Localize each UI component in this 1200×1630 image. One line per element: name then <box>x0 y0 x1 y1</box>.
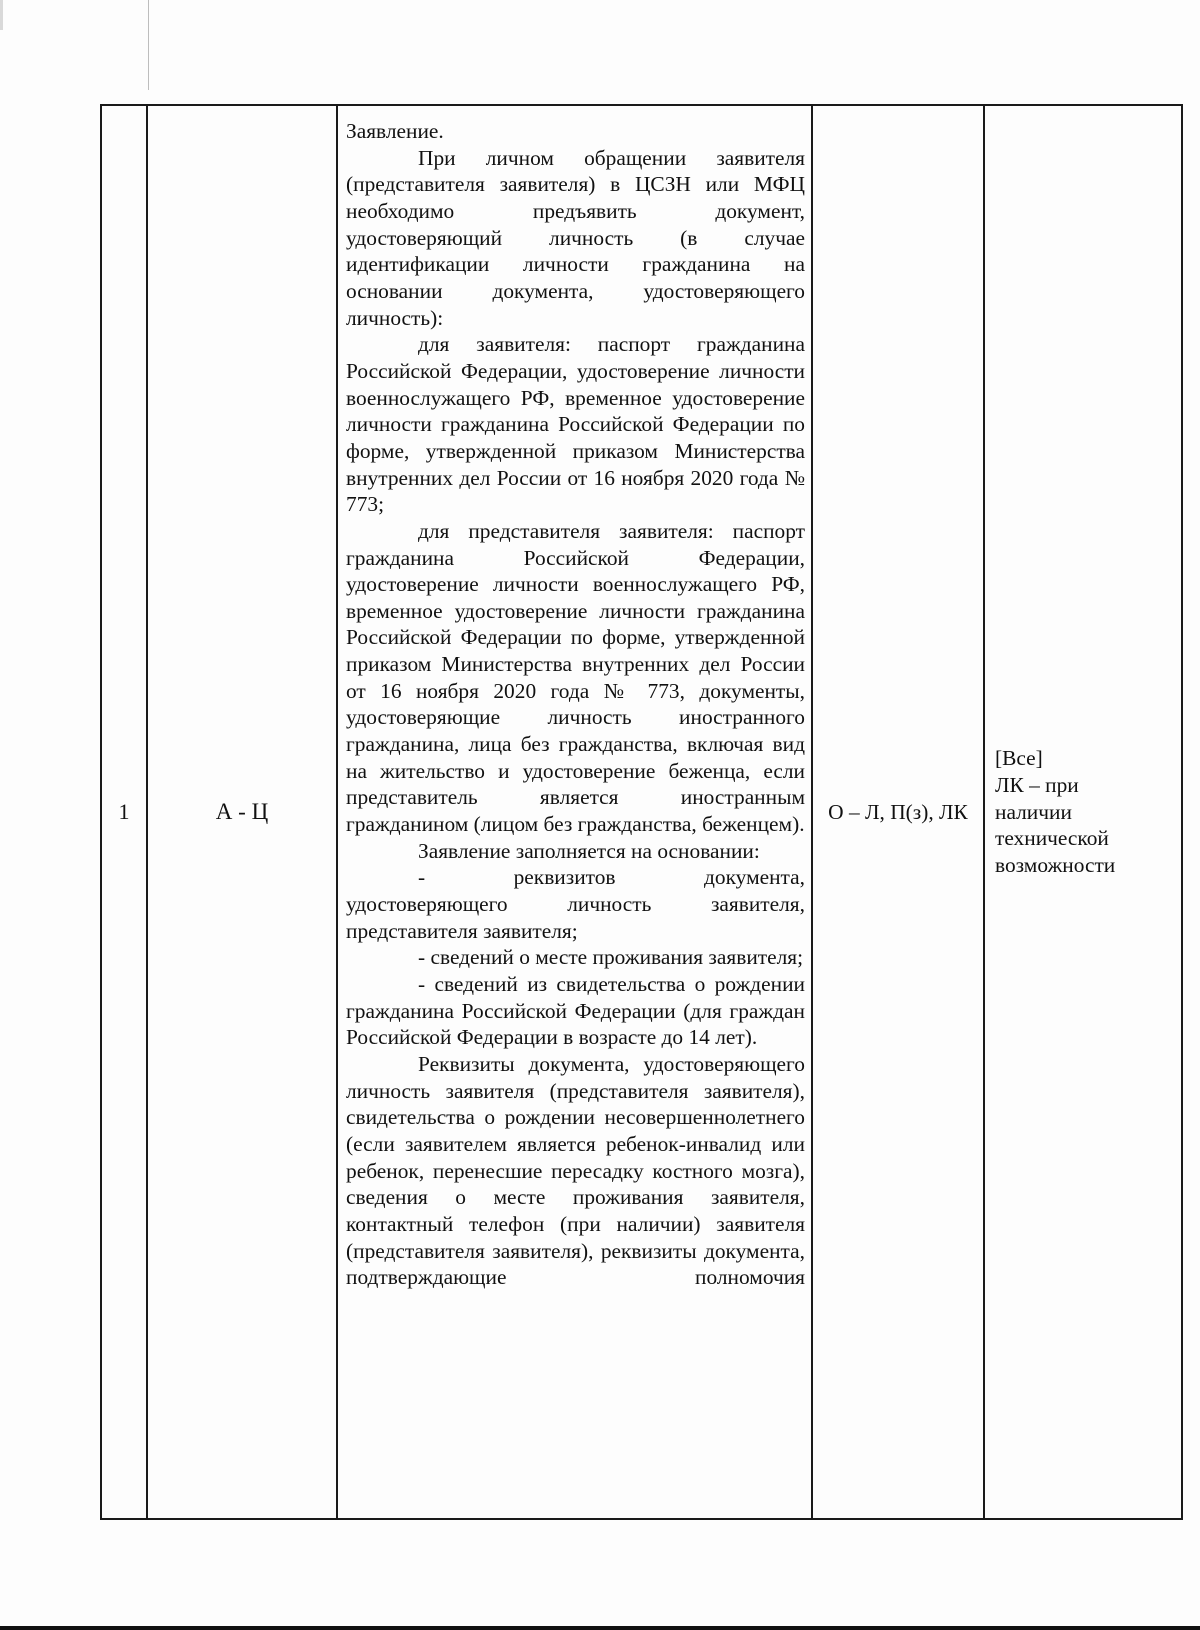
notes-line: возможности <box>995 852 1116 877</box>
notes-line: технической <box>995 826 1109 851</box>
requirements-paragraph: Реквизиты документа, удостоверяющего личность заявителя (представителя заявителя), свидетельства о рождении несовершеннолетнего (если заявителем является ребенок-инвалид или ребенок, перенесшие пересадку костного мозга), сведения о месте проживания заявителя, контактный телефон (при наличии) заявителя (представителя заявителя), реквизиты документа, подтверждающие полномочия <box>346 1051 805 1290</box>
requirements-paragraph: - реквизитов документа, удостоверяющего личность заявителя, представителя заявителя; <box>346 865 805 943</box>
scan-bottom-edge <box>0 1626 1200 1630</box>
letter-range: А - Ц <box>215 799 269 824</box>
submission-method: О – Л, П(з), ЛК <box>828 799 968 824</box>
scan-artifact-edge <box>0 0 3 30</box>
requirements-paragraph: Заявление заполняется на основании: <box>418 838 760 863</box>
table-row <box>101 105 1182 1519</box>
requirements-paragraph: При личном обращении заявителя (представителя заявителя) в ЦСЗН или МФЦ необходимо предъявить документ, удостоверяющий личность (в случае идентификации личности гражданина на основании документа, удостоверяющего личность): <box>346 145 805 330</box>
submission-method-cell <box>812 105 984 1519</box>
notes-line: наличии <box>995 799 1072 824</box>
requirements-table <box>100 104 1183 1520</box>
notes-line: [Все] <box>995 746 1043 771</box>
row-number-cell <box>101 105 147 1519</box>
requirements-paragraph: для заявителя: паспорт гражданина Российской Федерации, удостоверение личности военнослужащего РФ, временное удостоверение личности гражданина Российской Федерации по форме, утвержденной приказом Министерства внутренних дел России от 16 ноября 2020 года № 773; <box>346 332 805 517</box>
requirements-text <box>346 118 805 1291</box>
requirements-paragraph: - сведений о месте проживания заявителя; <box>418 945 804 970</box>
document-requirements-cell <box>337 105 812 1519</box>
requirements-paragraph: для представителя заявителя: паспорт гражданина Российской Федерации, удостоверение личности военнослужащего РФ, временное удостоверение личности гражданина Российской Федерации по форме, утвержденной приказом Министерства внутренних дел России от 16 ноября 2020 года № 773, документы, удостоверяющие личность иностранного гражданина, лица без гражданства, включая вид на жительство и удостоверение беженца, если представитель является иностранным гражданином (лицом без гражданства, беженцем). <box>346 518 805 837</box>
scan-artifact-line <box>148 0 149 90</box>
row-number: 1 <box>118 799 130 824</box>
notes-cell <box>984 105 1182 1519</box>
requirements-paragraph: - сведений из свидетельства о рождении гражданина Российской Федерации (для граждан Российской Федерации в возрасте до 14 лет). <box>346 972 805 1050</box>
notes-line: ЛК – при <box>995 773 1079 798</box>
letter-range-cell <box>147 105 337 1519</box>
requirements-paragraph: Заявление. <box>346 119 444 143</box>
